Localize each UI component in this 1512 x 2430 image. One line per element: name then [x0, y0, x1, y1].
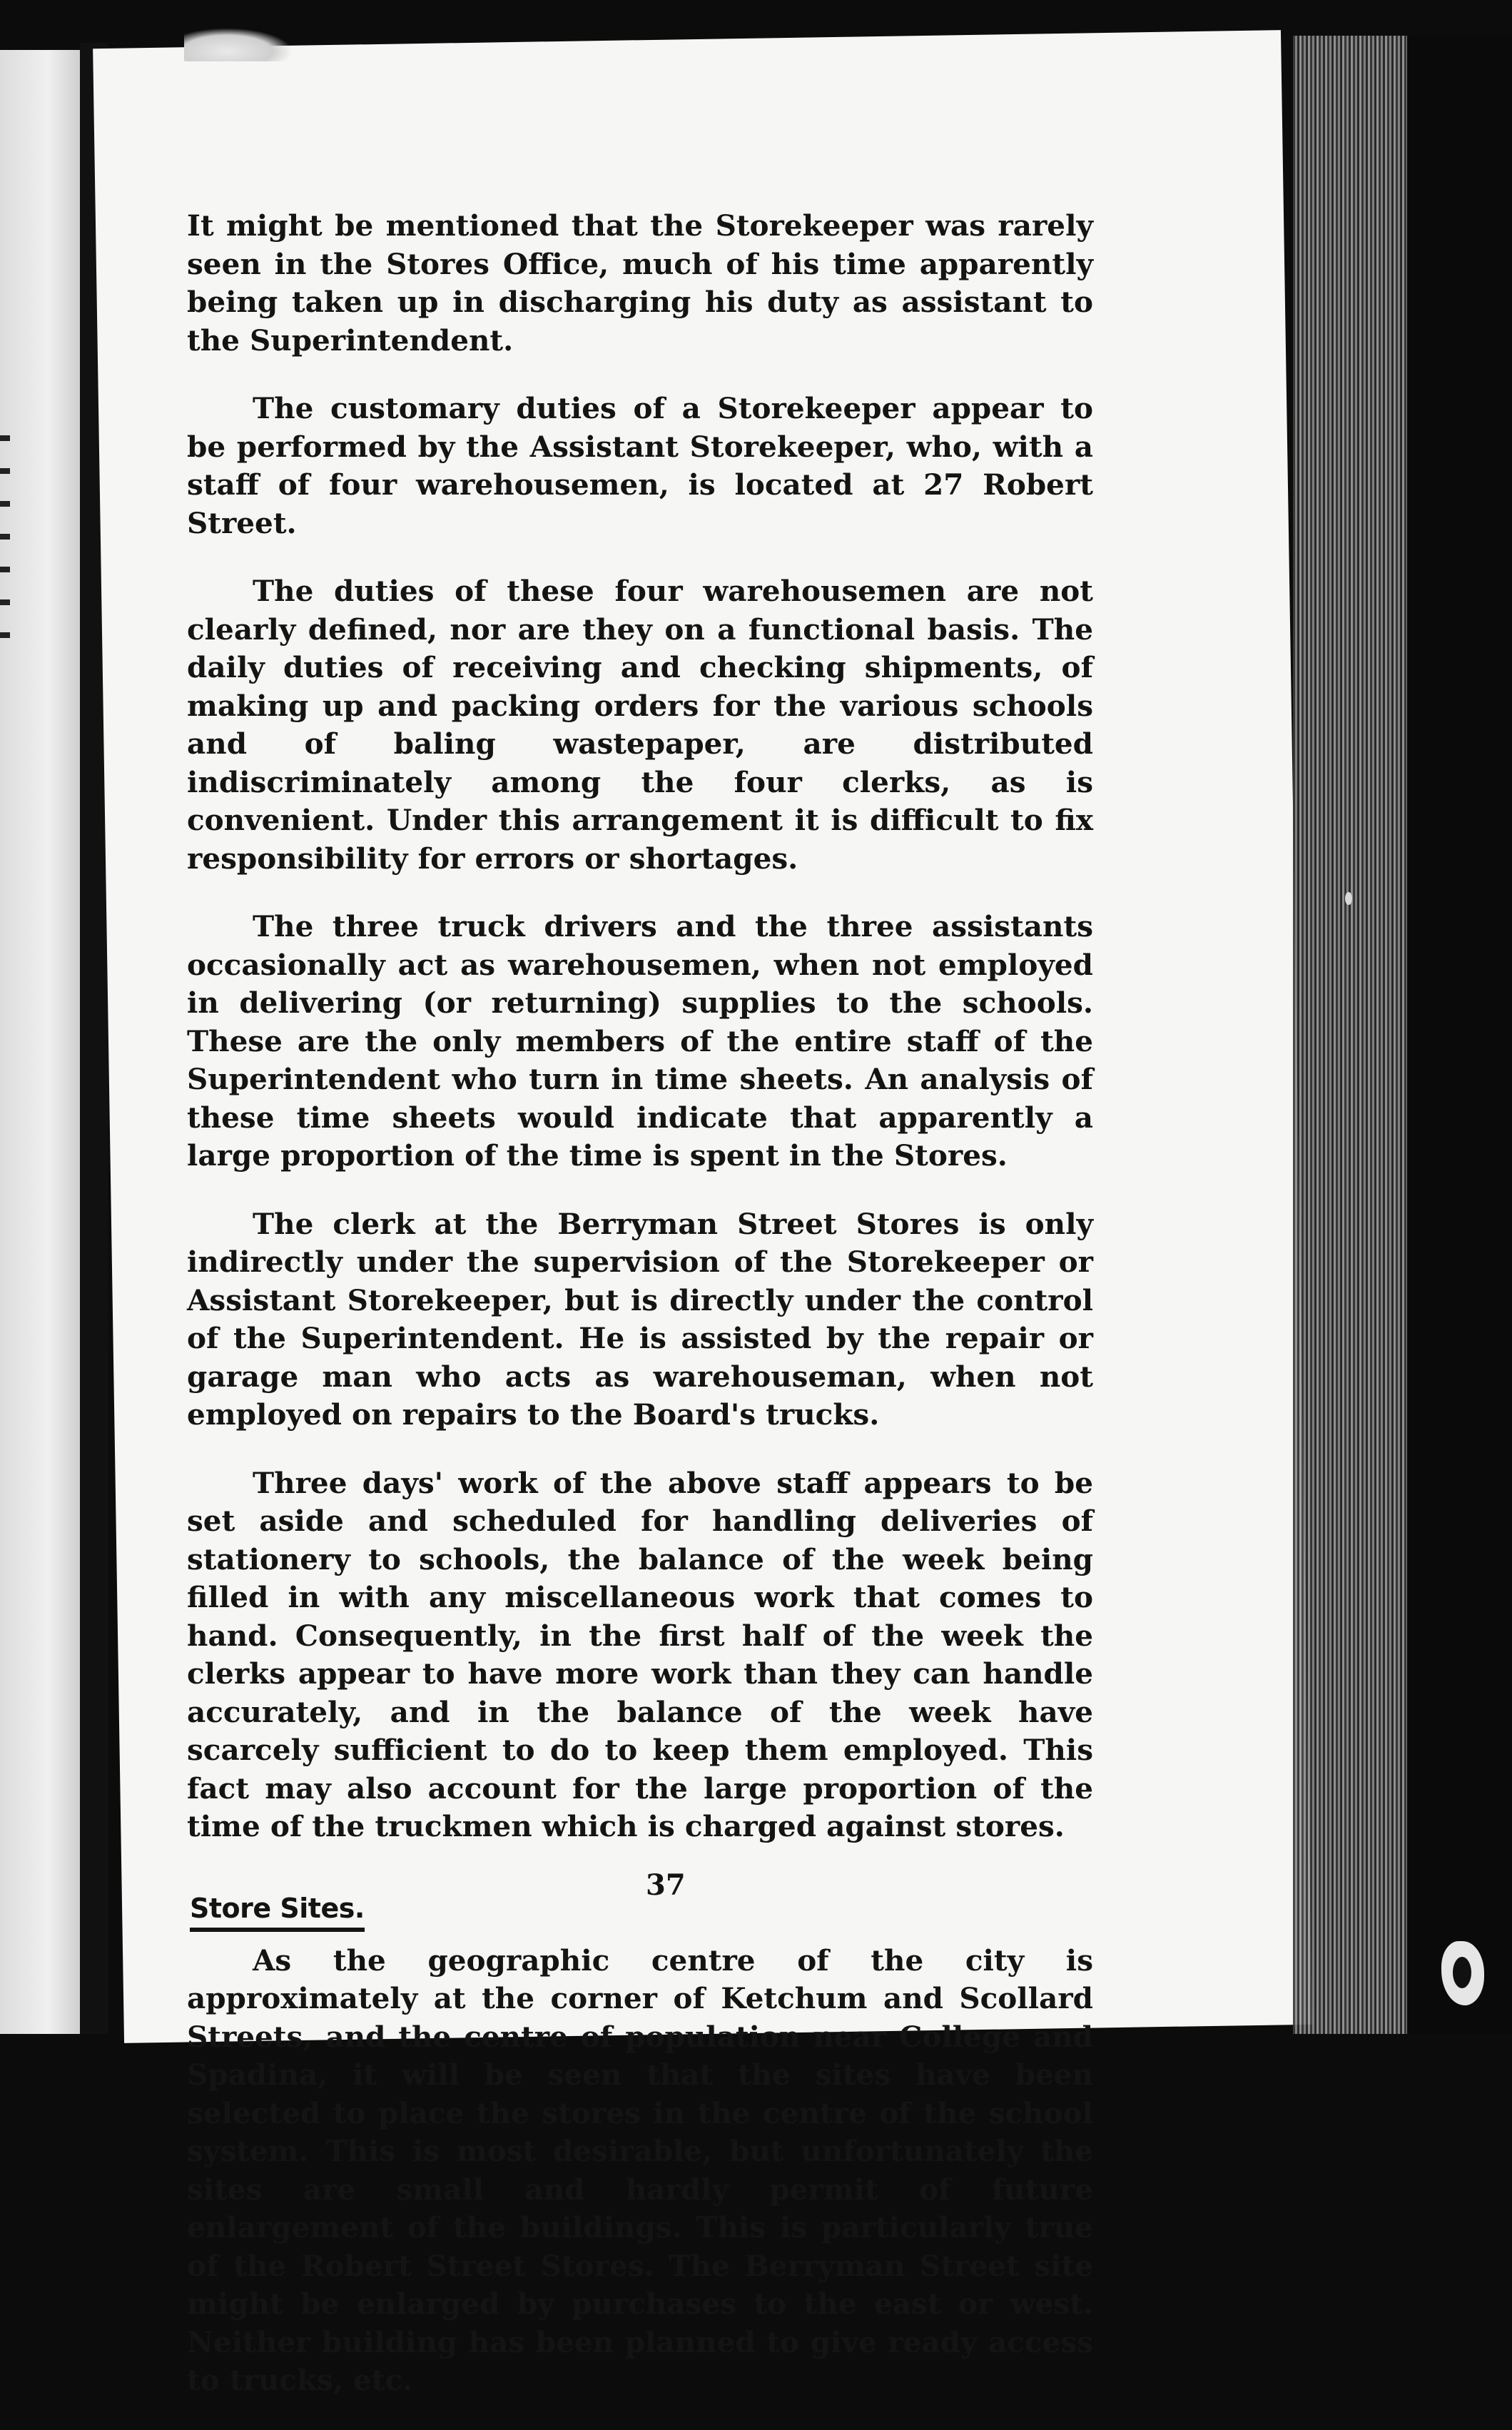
paragraph-2: The customary duties of a Storekeeper appear to be performed by the Assistant Storekeeper, who, with a staff of four warehousemen, is located at 27 Robert Street.: [187, 391, 1093, 540]
paragraph-5: The clerk at the Berryman Street Stores is only indirectly under the supervision of the Storekeeper or Assistant Storekeeper, but is directly under the control of the Superintendent. He is assisted by the repair or garage man who acts as warehouseman, when not employed on repairs to the Board's trucks.: [187, 1206, 1093, 1432]
section-heading: Store Sites.: [190, 1892, 365, 1932]
torn-corner: [184, 29, 291, 61]
paragraph-3: The duties of these four warehousemen are not clearly defined, nor are they on a functional basis. The daily duties of receiving and checking shipments, of making up and packing orders for the various schools and of baling wastepaper, are distributed indiscriminately among the four clerks, as is convenient. Under this arrangement it is difficult to fix responsibility for errors or shortages.: [187, 574, 1093, 876]
paragraph-store-sites: As the geographic centre of the city is approximately at the corner of Ketchum and Scollard Streets, and the centre of population near College and Spadina, it will be seen that the sites have been selected to place the stores in the centre of the school system. This is most desirable, but unfortunately the sites are small and hardly permit of future enlargement of the buildings. This is particularly true of the Robert Street Stores. The Berryman Street site might be enlarged by purchases to the east or west. Neither building has been planned to give ready access to trucks, etc.: [187, 1943, 1093, 2397]
paper-speck: [1345, 892, 1352, 905]
page-text: [187, 207, 1093, 2430]
page-number: 37: [646, 1868, 686, 1902]
page-block-edges: [1293, 36, 1407, 2034]
left-page-edge: [0, 50, 80, 2034]
left-page-marks: [0, 435, 10, 649]
clip-mark-hole: [1453, 1957, 1471, 1988]
paragraph-4: The three truck drivers and the three assistants occasionally act as warehousemen, when not employed in delivering (or returning) supplies to the schools. These are the only members of the entire staff of the Superintendent who turn in time sheets. An analysis of these time sheets would indicate that apparently a large proportion of the time is spent in the Stores.: [187, 909, 1093, 1173]
paragraph-1: It might be mentioned that the Storekeeper was rarely seen in the Stores Office, much of his time apparently being taken up in discharging his duty as assistant to the Superintendent.: [187, 208, 1093, 358]
right-dark-margin: [1407, 36, 1512, 2034]
paragraph-6: Three days' work of the above staff appears to be set aside and scheduled for handling deliveries of stationery to schools, the balance of the week being filled in with any miscellaneous work that comes to hand. Consequently, in the first half of the week the clerks appear to have more work than they can handle accurately, and in the balance of the week have scarcely sufficient to do to keep them employed. This fact may also account for the large proportion of the time of the truckmen which is charged against stores.: [187, 1465, 1093, 1843]
